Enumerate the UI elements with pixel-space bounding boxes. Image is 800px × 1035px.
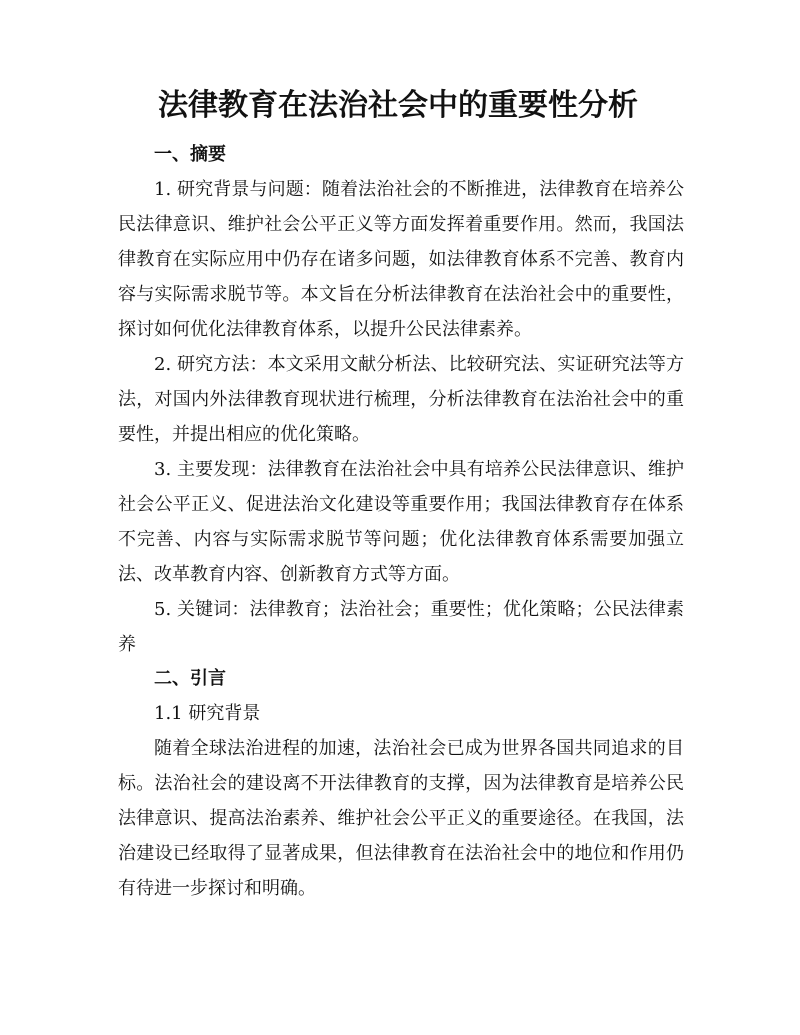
item-text: 研究背景与问题：随着法治社会的不断推进，法律教育在培养公民法律意识、维护社会公平正义等方面发挥着重要作用。然而，我国法律教育在实际应用中仍存在诸多问题，如法律教育体系不完善、教育内容与实际需求脱节等。本文旨在分析法律教育在法治社会中的重要性，探讨如何优化法律教育体系，以提升公民法律素养。 — [118, 179, 684, 340]
section-heading-abstract: 一、摘要 — [154, 144, 226, 165]
abstract-item-keywords — [118, 592, 684, 662]
section-heading-intro: 二、引言 — [154, 668, 226, 689]
subheading-text: 研究背景 — [188, 703, 261, 724]
abstract-item-findings — [118, 452, 684, 592]
subheading-background — [118, 696, 684, 731]
item-number: 2. — [154, 354, 172, 375]
document-title: 法律教育在法治社会中的重要性分析 — [158, 88, 638, 123]
item-text: 关键词：法律教育；法治社会；重要性；优化策略；公民法律素养 — [118, 599, 684, 655]
item-number: 3. — [154, 459, 172, 480]
abstract-item-methods — [118, 347, 684, 452]
item-text: 主要发现：法律教育在法治社会中具有培养公民法律意识、维护社会公平正义、促进法治文化建设等重要作用；我国法律教育存在体系不完善、内容与实际需求脱节等问题；优化法律教育体系需要加强立法、改革教育内容、创新教育方式等方面。 — [118, 459, 684, 585]
item-number: 1. — [154, 179, 172, 200]
item-number: 5. — [154, 599, 172, 620]
intro-paragraph: 随着全球法治进程的加速，法治社会已成为世界各国共同追求的目标。法治社会的建设离不开法律教育的支撑，因为法律教育是培养公民法律意识、提高法治素养、维护社会公平正义的重要途径。在我国，法治建设已经取得了显著成果，但法律教育在法治社会中的地位和作用仍有待进一步探讨和明确。 — [118, 738, 684, 899]
item-text: 研究方法：本文采用文献分析法、比较研究法、实证研究法等方法，对国内外法律教育现状进行梳理，分析法律教育在法治社会中的重要性，并提出相应的优化策略。 — [118, 354, 684, 445]
document-page — [118, 86, 684, 906]
abstract-item-background — [118, 172, 684, 347]
subheading-number: 1.1 — [154, 703, 183, 724]
